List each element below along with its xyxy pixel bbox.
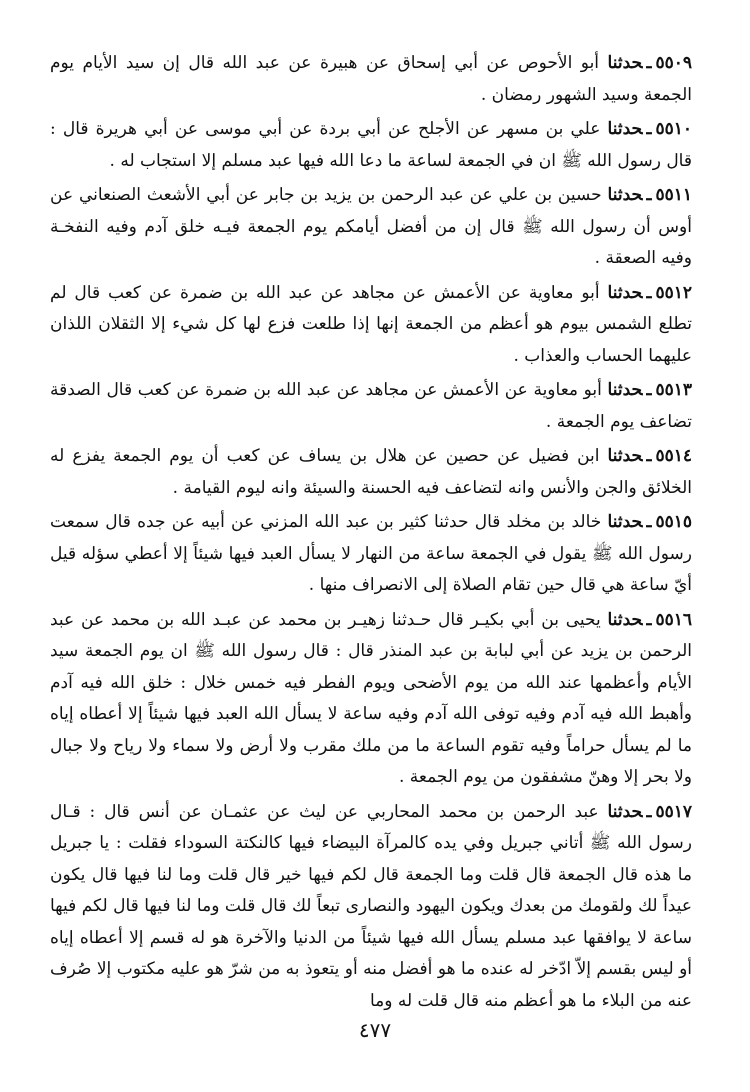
dash-separator: ـ [646,119,652,139]
dash-separator: ـ [646,185,652,205]
hadith-lead-word: حدثنا [607,380,643,400]
hadith-text: ابن فضيل عن حصين عن هلال بن يساف عن كعب أن يوم الجمعة يفزع له الخلائق والجن والأنس وانه لتضاعف فيه الحسنة والسيئة وانه ليوم القيامة . [50,446,692,498]
hadith-number: ٥٥١١ [655,185,693,205]
hadith-entry [50,48,692,111]
hadith-number: ٥٥١٤ [655,446,692,466]
hadith-text: أبو الأحوص عن أبي إسحاق عن هبيرة عن عبد الله قال إن سيد الأيام يوم الجمعة وسيد الشهور رمضان . [50,53,692,105]
hadith-lead-word: حدثنا [607,53,643,73]
hadith-number: ٥٥١٠ [655,119,692,139]
hadith-number: ٥٥١٧ [655,801,692,822]
page-number: ٤٧٧ [358,1018,392,1042]
hadith-number: ٥٥١٦ [655,609,692,630]
dash-separator: ـ [646,801,652,822]
hadith-entry [50,278,692,373]
hadith-lead-word: حدثنا [607,446,643,466]
hadith-text: علي بن مسهر عن الأجلح عن أبي بردة عن أبي موسى عن أبي هريرة قال : قال رسول الله ﷺ ان في الجمعة لساعة ما دعا الله فيها عبد مسلم إلا استجاب له . [50,119,692,171]
hadith-number: ٥٥١٥ [655,512,692,532]
hadith-number: ٥٥١٢ [655,282,692,303]
dash-separator: ـ [646,512,652,532]
dash-separator: ـ [646,53,652,73]
hadith-text: عبد الرحمن بن محمد المحاربي عن ليث عن عثمـان عن أنس قال : قـال رسول الله ﷺ أتاني جبريل وفي يده كالمرآة البيضاء فيها كالنكتة السوداء فقلت : يا جبريل ما هذه قال الجمعة قال قلت وما الجمعة قال لكم فيها خير قال قلت وما لنا فيها قال يكون عيداً لك ولقومك من بعدك ويكون اليهود والنصارى تبعاً لك قال قلت وما لنا فيها قال لكم فيها ساعة لا يوافقها عبد مسلم يسأل الله فيها شيئاً من الدنيا والآخرة هو له قسم إلا أعطاه إياه أو ليس بقسم إلاّ ادّخر له عنده ما هو أفضل منه أو يتعوذ به من شرّ هو عليه مكتوب إلا صُرف عنه من البلاء ما هو أعظم منه قال قلت له وما [50,801,692,1011]
hadith-entry [50,507,692,602]
hadith-text: أبو معاوية عن الأعمش عن مجاهد عن عبد الله بن ضمرة عن كعب قال لم تطلع الشمس بيوم هو أعظم من الجمعة إنها إذا طلعت فزع لها كل شيء إلا الثقلان اللذان عليهما الحساب والعذاب . [50,282,692,366]
hadith-lead-word: حدثنا [607,119,643,139]
hadith-text: أبو معاوية عن الأعمش عن مجاهد عن عبد الله بن ضمرة عن كعب قال الصدقة تضاعف يوم الجمعة . [50,380,692,432]
hadith-lead-word: حدثنا [607,512,643,532]
dash-separator: ـ [646,609,652,630]
hadith-lead-word: حدثنا [607,282,643,303]
hadith-text: يحيى بن أبي بكيـر قال حـدثنا زهيـر بن محمد عن عبـد الله بن محمد عن عبد الرحمن بن يزيد عن أبي لبابة بن عبد المنذر قال : قال رسول الله ﷺ ان يوم الجمعة سيد الأيام وأعظمها عند الله من يوم الأضحى ويوم الفطر فيه خمس خلال : خلق الله فيه آدم وأهبط الله فيه آدم وفيه توفى الله آدم وفيه ساعة لا يسأل الله العبد فيها شيئاً إلا أعطاه إياه ما لم يسأل حراماً وفيه تقوم الساعة ما من ملك مقرب ولا أرض ولا سماء ولا رياح ولا جبال ولا بحر إلا وهنّ مشفقون من يوم الجمعة . [50,609,692,787]
hadith-lead-word: حدثنا [607,801,643,822]
hadith-lead-word: حدثنا [607,185,643,205]
hadith-entry [50,114,692,177]
dash-separator: ـ [646,282,652,303]
hadith-entry [50,441,692,504]
hadith-lead-word: حدثنا [607,609,643,630]
hadith-entry [50,797,692,1018]
hadith-entry [50,605,692,794]
hadith-text: خالد بن مخلد قال حدثنا كثير بن عبد الله المزني عن أبيه عن جده قال سمعت رسول الله ﷺ يقول في الجمعة ساعة من النهار لا يسأل العبد فيها شيئاً إلا أعطي سؤله قيل أيّ ساعة هي قال حين تقام الصلاة إلى الانصراف منها . [50,512,692,595]
hadith-list [50,48,692,1017]
dash-separator: ـ [646,380,652,400]
hadith-number: ٥٥٠٩ [655,53,693,73]
dash-separator: ـ [646,446,652,466]
hadith-number: ٥٥١٣ [655,380,693,400]
hadith-entry [50,180,692,275]
hadith-text: حسين بن علي عن عبد الرحمن بن يزيد بن جابر عن أبي الأشعث الصنعاني عن أوس أن رسول الله ﷺ قال إن من أفضل أيامكم يوم الجمعة فيـه خلق آدم وفيه النفخـة وفيه الصعقة . [50,185,692,268]
hadith-entry [50,375,692,438]
